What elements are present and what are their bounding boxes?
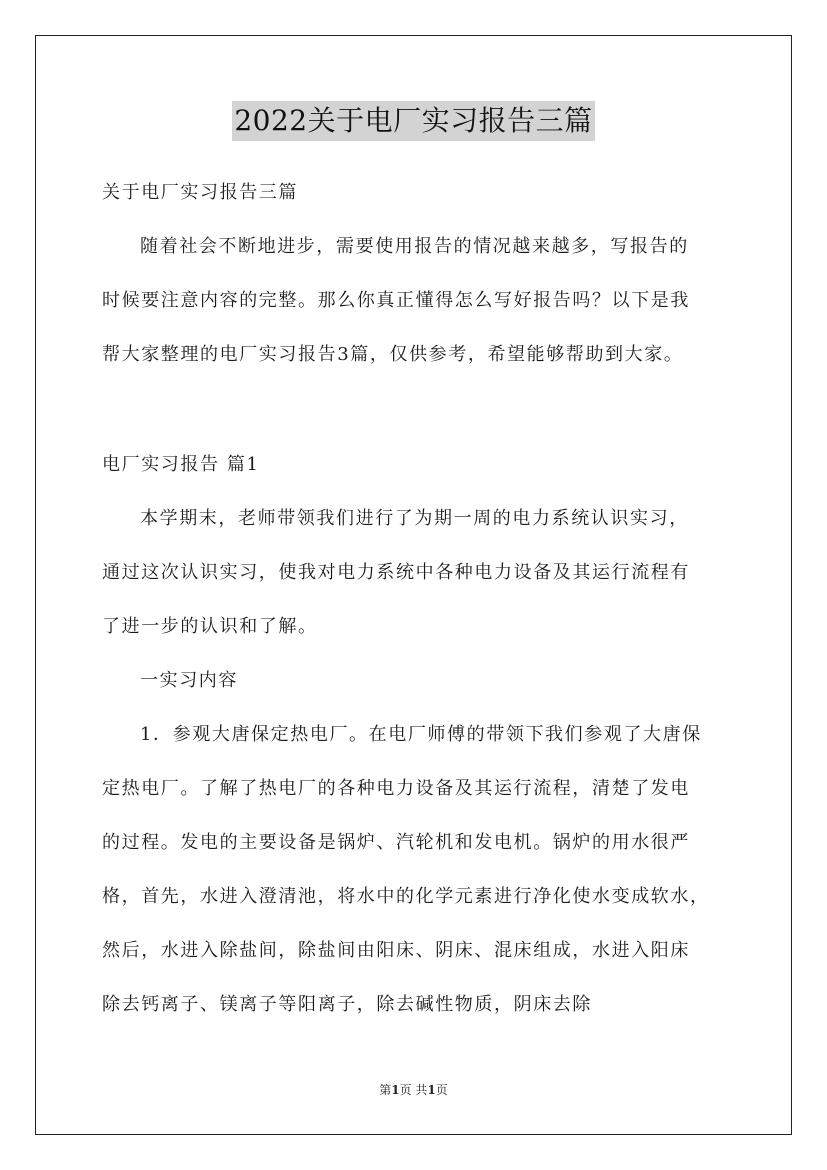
section-heading: 电厂实习报告 篇1 [102,454,260,475]
paragraph-line: 本学期末，老师带领我们进行了为期一周的电力系统认识实习， [140,508,689,529]
paragraph-line: 通过这次认识实习，使我对电力系统中各种电力设备及其运行流程有 [102,562,690,583]
footer-page-total: 1 [427,1083,436,1097]
subtitle-line: 关于电厂实习报告三篇 [102,182,298,203]
paragraph-line: 时候要注意内容的完整。那么你真正懂得怎么写好报告吗？以下是我 [102,290,690,311]
document-title: 2022关于电厂实习报告三篇 [232,101,594,141]
footer-page-mid: 页 共 [399,1083,428,1097]
footer-page-suffix: 页 [435,1083,448,1097]
title-container [0,101,827,141]
paragraph-line: 1．参观大唐保定热电厂。在电厂师傅的带领下我们参观了大唐保 [140,724,702,745]
footer-page-prefix: 第 [379,1083,392,1097]
footer-page-current: 1 [391,1083,400,1097]
paragraph-line: 定热电厂。了解了热电厂的各种电力设备及其运行流程，清楚了发电 [102,778,690,799]
paragraph-line: 帮大家整理的电厂实习报告3篇，仅供参考，希望能够帮助到大家。 [102,344,684,365]
paragraph-line: 的过程。发电的主要设备是锅炉、汽轮机和发电机。锅炉的用水很严 [102,832,690,853]
paragraph-line: 随着社会不断地进步，需要使用报告的情况越来越多，写报告的 [140,236,689,257]
paragraph-line: 了进一步的认识和了解。 [102,616,318,637]
page-footer [0,1082,827,1098]
paragraph-line: 然后，水进入除盐间，除盐间由阳床、阴床、混床组成，水进入阳床 [102,940,690,961]
paragraph-line: 除去钙离子、镁离子等阳离子，除去碱性物质，阴床去除 [102,994,592,1015]
subsection-heading: 一实习内容 [140,670,238,691]
paragraph-line: 格，首先，水进入澄清池，将水中的化学元素进行净化使水变成软水， [102,886,710,907]
